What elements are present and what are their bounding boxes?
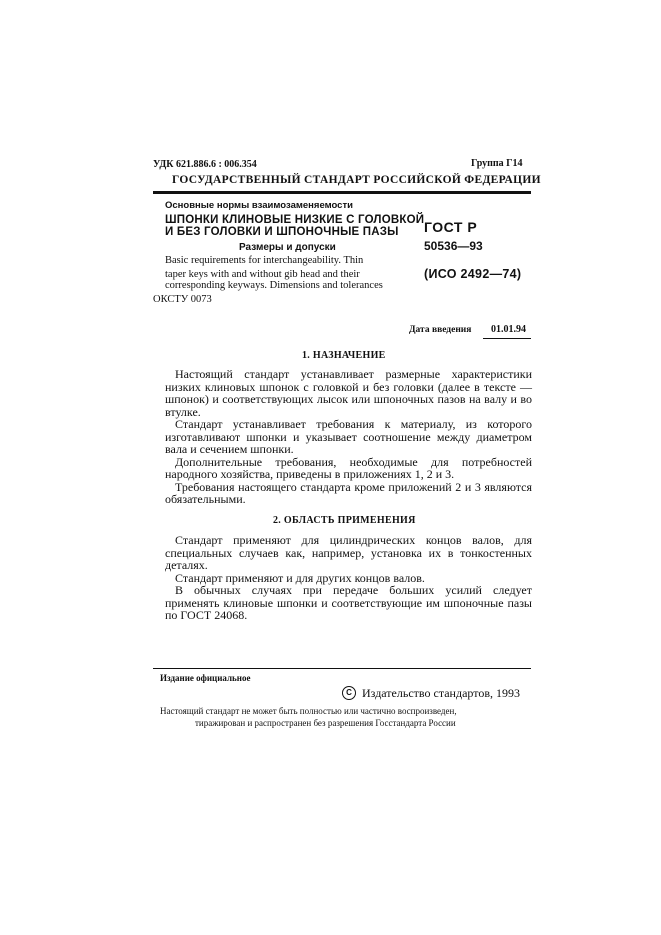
section-2-body xyxy=(165,534,532,622)
copyright-icon: C xyxy=(342,686,356,700)
paragraph: Стандарт устанавливает требования к материалу, из которого изготавливают шпонки и указывает соотношение между диаметром вала и сечением шпонки. xyxy=(165,417,532,456)
title-line-2: И БЕЗ ГОЛОВКИ И ШПОНОЧНЫЕ ПАЗЫ xyxy=(165,226,399,238)
okstu-code: ОКСТУ 0073 xyxy=(153,294,212,305)
gost-designation: ГОСТ Р xyxy=(424,219,478,235)
reproduction-notice-line-1: Настоящий стандарт не может быть полностью или частично воспроизведен, xyxy=(160,706,457,716)
title-line-1: ШПОНКИ КЛИНОВЫЕ НИЗКИЕ С ГОЛОВКОЙ xyxy=(165,214,425,226)
copyright-line xyxy=(342,686,520,701)
footer-rule xyxy=(153,668,531,669)
subtitle: Размеры и допуски xyxy=(239,242,336,253)
header-rule xyxy=(153,191,531,194)
section-1-heading: 1. НАЗНАЧЕНИЕ xyxy=(302,350,386,361)
english-title-line-2: taper keys with and without gib head and their xyxy=(165,269,360,280)
paragraph: Дополнительные требования, необходимые для потребностей народного хозяйства, приведены в приложениях 1, 2 и 3. xyxy=(165,454,532,481)
edition-label: Издание официальное xyxy=(160,673,251,683)
udk-code: УДК 621.886.6 : 006.354 xyxy=(153,159,257,170)
english-title-line-1: Basic requirements for interchangeability. Thin xyxy=(165,255,364,266)
effective-date-underline xyxy=(483,338,531,339)
paragraph: В обычных случаях при передаче больших усилий следует применять клиновые шпонки и соответствующие им шпоночные пазы по ГОСТ 24068. xyxy=(165,583,532,622)
paragraph: Стандарт применяют и для других концов валов. xyxy=(175,570,425,585)
paragraph: Настоящий стандарт устанавливает размерные характеристики низких клиновых шпонок с головкой и без головки (далее в тексте — шпонок) и соответствующих лысок или шпоночных пазов на валу и во втулке. xyxy=(165,367,532,419)
paragraph: Стандарт применяют для цилиндрических концов валов, для специальных случаев как, например, установка их в тонкостенных деталях. xyxy=(165,533,532,572)
group-code: Группа Г14 xyxy=(471,158,523,169)
state-standard-heading: ГОСУДАРСТВЕННЫЙ СТАНДАРТ РОССИЙСКОЙ ФЕДЕРАЦИИ xyxy=(172,174,541,186)
gost-number: 50536—93 xyxy=(424,239,483,253)
section-1-body xyxy=(165,368,532,506)
basic-norms-label: Основные нормы взаимозаменяемости xyxy=(165,200,353,211)
paragraph: Требования настоящего стандарта кроме приложений 2 и 3 являются обязательными. xyxy=(165,479,532,506)
effective-date-label: Дата введения xyxy=(409,325,472,335)
english-title-line-3: corresponding keyways. Dimensions and tolerances xyxy=(165,280,383,291)
reproduction-notice-line-2: тиражирован и распространен без разрешения Госстандарта России xyxy=(195,718,456,728)
section-2-heading: 2. ОБЛАСТЬ ПРИМЕНЕНИЯ xyxy=(273,515,416,526)
copyright-text: Издательство стандартов, 1993 xyxy=(362,686,520,700)
iso-reference: (ИСО 2492—74) xyxy=(424,267,522,281)
effective-date-value: 01.01.94 xyxy=(491,324,526,335)
